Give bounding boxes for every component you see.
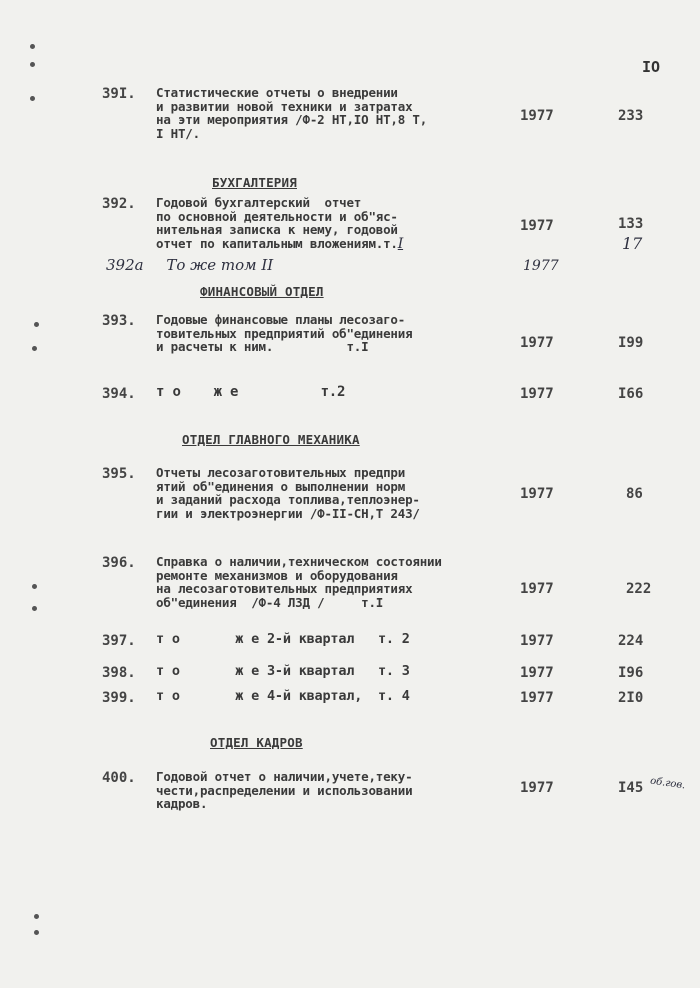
entry-number: 400. <box>102 770 136 786</box>
entry-count: I96 <box>618 665 644 681</box>
binding-hole-mark <box>32 346 37 351</box>
entry-count: I99 <box>618 335 644 351</box>
entry-number: 396. <box>102 555 136 571</box>
entry-count: I45 <box>618 780 644 796</box>
binding-hole-mark <box>30 96 35 101</box>
binding-hole-mark <box>34 930 39 935</box>
description-line: по основной деятельности и об"яс- <box>156 208 398 224</box>
entry-description <box>156 690 506 704</box>
entry-year: 1977 <box>520 690 554 706</box>
entry-description <box>156 466 506 520</box>
description-line <box>156 237 506 252</box>
description-line: кадров. <box>156 796 208 811</box>
binding-hole-mark <box>32 606 37 611</box>
description-line: Годовой бухгалтерский отчет <box>156 195 362 210</box>
entry-number: 399. <box>102 690 136 706</box>
binding-hole-mark <box>30 62 35 67</box>
entry-description <box>156 555 506 609</box>
entry-number: 397. <box>102 633 136 649</box>
handwritten-margin-note: об.гов. <box>649 775 686 792</box>
description-line: т о ж е 3-й квартал т. 3 <box>156 663 410 679</box>
description-line: I НТ/. <box>156 125 200 141</box>
entry-year: 1977 <box>520 780 554 796</box>
entry-year: 1977 <box>520 108 554 124</box>
handwritten-entry-number: 392а <box>106 256 144 274</box>
handwritten-entry-392a <box>106 256 273 274</box>
description-line: на эти мероприятия /Ф-2 НТ,IO НТ,8 Т, <box>156 112 428 127</box>
entry-count: I66 <box>618 386 644 402</box>
entry-count: 222 <box>626 581 652 597</box>
description-line: и заданий расхода топлива,теплоэнер- <box>156 492 420 507</box>
entry-description <box>156 86 506 140</box>
description-line: гии и электроэнергии /Ф-II-СН,Т 243/ <box>156 505 420 521</box>
entry-number: 395. <box>102 466 136 482</box>
entry-year: 1977 <box>520 335 554 351</box>
description-line: ремонте механизмов и оборудования <box>156 567 398 583</box>
entry-year: 1977 <box>520 486 554 502</box>
entry-number: 393. <box>102 313 136 329</box>
description-line: и развитии новой техники и затратах <box>156 98 413 114</box>
description-line: т о ж е 2-й квартал т. 2 <box>156 631 410 647</box>
entry-number: 398. <box>102 665 136 681</box>
description-line: на лесозаготовительных предприятиях <box>156 581 413 596</box>
description-line: Годовой отчет о наличии,учете,теку- <box>156 769 413 784</box>
description-line: чести,распределении и использовании <box>156 782 413 798</box>
description-line: товительных предприятий об"единения <box>156 325 413 341</box>
section-heading-finance: ФИНАНСОВЫЙ ОТДЕЛ <box>200 284 324 299</box>
section-heading-mechanic: ОТДЕЛ ГЛАВНОГО МЕХАНИКА <box>182 432 360 447</box>
handwritten-volume-mark: I <box>397 235 404 252</box>
description-line: Справка о наличии,техническом состоянии <box>156 554 442 569</box>
entry-number: 39I. <box>102 86 136 102</box>
handwritten-entry-text: То же том II <box>166 256 274 274</box>
entry-count: 133 <box>618 216 644 232</box>
section-heading-personnel: ОТДЕЛ КАДРОВ <box>210 735 303 750</box>
entry-year: 1977 <box>520 633 554 649</box>
entry-year: 1977 <box>520 581 554 597</box>
entry-year: 1977 <box>520 386 554 402</box>
description-line: Отчеты лесозаготовительных предпри <box>156 465 406 480</box>
description-line: т о ж е т.2 <box>156 384 346 400</box>
entry-description <box>156 633 506 647</box>
entry-year: 1977 <box>520 218 554 234</box>
description-line: нительная записка к нему, годовой <box>156 222 398 237</box>
description-line-text: отчет по капитальным вложениям.т. <box>156 235 398 251</box>
handwritten-entry-year: 1977 <box>523 258 559 274</box>
description-line: Статистические отчеты о внедрении <box>156 85 398 100</box>
entry-description <box>156 770 506 811</box>
entry-count: 233 <box>618 108 644 124</box>
binding-hole-mark <box>34 914 39 919</box>
entry-description <box>156 196 506 251</box>
description-line: об"единения /Ф-4 ЛЗД / т.I <box>156 594 384 610</box>
description-line: т о ж е 4-й квартал, т. 4 <box>156 688 410 704</box>
entry-description <box>156 665 506 679</box>
entry-count: 86 <box>626 486 643 502</box>
description-line: и расчеты к ним. т.I <box>156 339 369 354</box>
entry-count: 2I0 <box>618 690 644 706</box>
entry-description <box>156 313 506 354</box>
binding-hole-mark <box>30 44 35 49</box>
section-heading-accounting: БУХГАЛТЕРИЯ <box>212 175 297 190</box>
page-number: IO <box>642 58 661 76</box>
entry-description <box>156 386 506 400</box>
entry-number: 394. <box>102 386 136 402</box>
description-line: ятий об"единения о выполнении норм <box>156 478 406 494</box>
description-line: Годовые финансовые планы лесозаго- <box>156 312 406 327</box>
entry-year: 1977 <box>520 665 554 681</box>
binding-hole-mark <box>34 322 39 327</box>
entry-number: 392. <box>102 196 136 212</box>
binding-hole-mark <box>32 584 37 589</box>
entry-count: 224 <box>618 633 644 649</box>
handwritten-extra-count: 17 <box>622 234 643 253</box>
